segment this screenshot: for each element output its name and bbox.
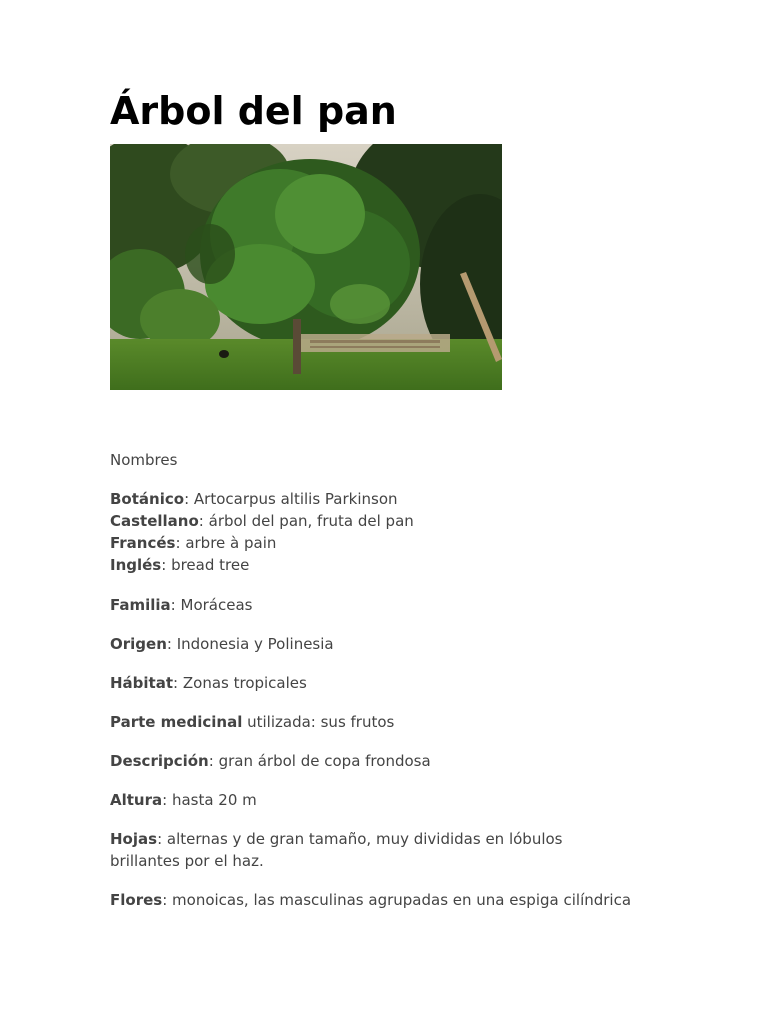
field-label: Familia bbox=[110, 596, 171, 614]
field-label: Botánico bbox=[110, 490, 185, 508]
field-origen bbox=[110, 633, 730, 655]
field-separator: : bbox=[173, 674, 183, 692]
field-value: Indonesia y Polinesia bbox=[176, 635, 334, 653]
field-separator: : bbox=[162, 791, 172, 809]
names-block bbox=[110, 488, 730, 576]
field-descripcion bbox=[110, 750, 730, 772]
field-label: Parte medicinal bbox=[110, 713, 243, 731]
field-value: Zonas tropicales bbox=[182, 674, 307, 692]
field-altura bbox=[110, 789, 730, 811]
field-separator: : bbox=[175, 534, 186, 552]
field-label: Origen bbox=[110, 635, 167, 653]
field-value: utilizada: sus frutos bbox=[247, 713, 395, 731]
field-label: Descripción bbox=[110, 752, 209, 770]
field-value: árbol del pan, fruta del pan bbox=[208, 512, 414, 530]
tree-photo bbox=[110, 144, 502, 390]
field-parte-medicinal bbox=[110, 711, 730, 733]
field-separator: : bbox=[198, 512, 209, 530]
field-separator: : bbox=[162, 891, 173, 909]
field-separator: : bbox=[208, 752, 219, 770]
page-title: Árbol del pan bbox=[110, 89, 397, 133]
field-separator: : bbox=[170, 596, 181, 614]
field-label: Hojas bbox=[110, 830, 158, 848]
field-value: hasta 20 m bbox=[171, 791, 257, 809]
field-familia bbox=[110, 594, 730, 616]
field-flores bbox=[110, 889, 730, 911]
field-habitat bbox=[110, 672, 730, 694]
field-label: Castellano bbox=[110, 512, 199, 530]
field-value: bread tree bbox=[171, 556, 250, 574]
field-value: alternas y de gran tamaño, muy divididas en lóbulos brillantes por el haz. bbox=[110, 830, 563, 870]
plant-description bbox=[110, 449, 730, 928]
field-label: Altura bbox=[110, 791, 163, 809]
field-value: arbre à pain bbox=[185, 534, 277, 552]
field-value: Artocarpus altilis Parkinson bbox=[193, 490, 398, 508]
field-value: Moráceas bbox=[180, 596, 253, 614]
field-hojas bbox=[110, 828, 590, 872]
field-label: Hábitat bbox=[110, 674, 174, 692]
field-separator: : bbox=[166, 635, 177, 653]
field-label: Flores bbox=[110, 891, 163, 909]
field-separator: : bbox=[184, 490, 194, 508]
field-value: gran árbol de copa frondosa bbox=[218, 752, 431, 770]
nombres-heading: Nombres bbox=[110, 451, 178, 469]
field-label: Francés bbox=[110, 534, 176, 552]
field-separator: : bbox=[161, 556, 172, 574]
field-value: monoicas, las masculinas agrupadas en una espiga cilíndrica bbox=[172, 891, 632, 909]
field-separator: : bbox=[157, 830, 167, 848]
field-label: Inglés bbox=[110, 556, 162, 574]
